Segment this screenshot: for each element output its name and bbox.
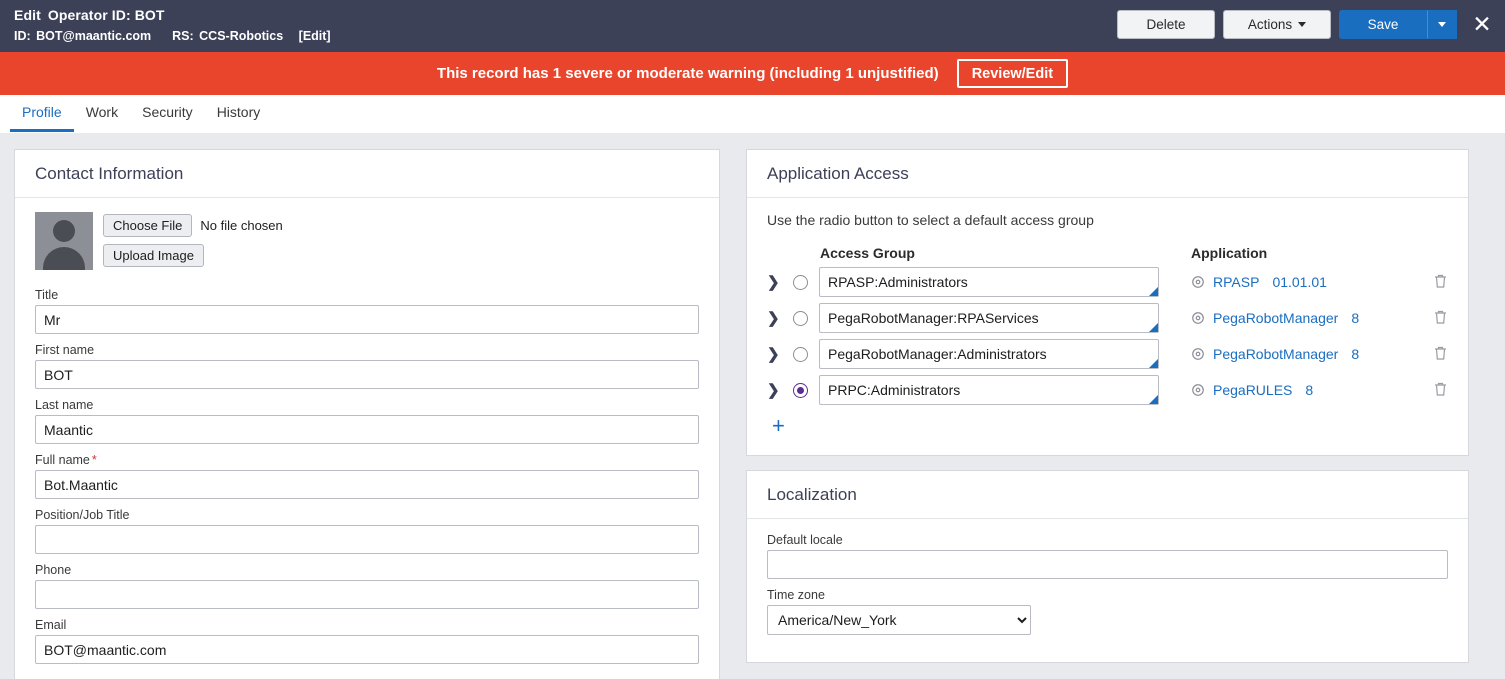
time-zone-select[interactable] <box>767 605 1031 635</box>
field-title-label: Title <box>35 288 59 302</box>
save-button[interactable]: Save <box>1339 10 1427 39</box>
page-title-main: Operator ID: BOT <box>47 7 165 23</box>
choose-file-row <box>103 214 283 237</box>
application-link[interactable]: PegaRobotManager <box>1213 346 1339 362</box>
field-time-zone <box>767 588 1448 635</box>
save-button-group <box>1339 10 1457 39</box>
field-full-name-text: Full name <box>35 453 90 467</box>
tab-profile[interactable] <box>10 95 74 132</box>
access-group-input-wrap <box>819 267 1159 297</box>
tab-history-label: History <box>216 104 261 120</box>
table-row <box>767 339 1448 375</box>
field-phone <box>35 563 699 609</box>
application-cell <box>1191 382 1414 398</box>
tab-work-label: Work <box>85 104 119 120</box>
field-first-name-label: First name <box>35 343 95 357</box>
application-access-card <box>746 149 1469 456</box>
required-marker: * <box>91 453 97 467</box>
gear-icon <box>1191 383 1205 397</box>
application-link[interactable]: RPASP <box>1213 274 1260 290</box>
access-group-table <box>767 244 1448 411</box>
table-header-row <box>767 244 1448 267</box>
title-input[interactable] <box>35 305 699 334</box>
gear-icon <box>1191 275 1205 289</box>
gear-icon <box>1191 347 1205 361</box>
application-access-title: Application Access <box>747 150 1468 198</box>
table-row <box>767 375 1448 411</box>
ruleset-edit-link[interactable]: [Edit] <box>298 29 331 43</box>
delete-button[interactable]: Delete <box>1117 10 1215 39</box>
tab-profile-label: Profile <box>22 104 62 120</box>
warning-text: This record has 1 severe or moderate warning (including 1 unjustified) <box>436 65 939 82</box>
field-position-label: Position/Job Title <box>35 508 130 522</box>
application-link[interactable]: PegaRULES <box>1213 382 1293 398</box>
gear-icon <box>1191 311 1205 325</box>
expand-row-icon[interactable]: ❯ <box>767 274 780 291</box>
expand-row-icon[interactable]: ❯ <box>767 346 780 363</box>
access-group-input[interactable] <box>819 303 1159 333</box>
warning-banner <box>0 52 1505 95</box>
field-title <box>35 288 699 334</box>
application-cell <box>1191 346 1414 362</box>
photo-upload-row <box>35 212 699 274</box>
access-group-input[interactable] <box>819 267 1159 297</box>
tab-security-label: Security <box>142 104 193 120</box>
column-header-application: Application <box>1191 245 1268 261</box>
access-group-input[interactable] <box>819 339 1159 369</box>
default-locale-input[interactable] <box>767 550 1448 579</box>
position-input[interactable] <box>35 525 699 554</box>
delete-row-icon[interactable] <box>1433 345 1448 361</box>
field-email-label: Email <box>35 618 67 632</box>
application-access-hint: Use the radio button to select a default access group <box>767 212 1094 228</box>
tab-security[interactable] <box>130 95 205 132</box>
delete-row-icon[interactable] <box>1433 309 1448 325</box>
close-button[interactable]: ✕ <box>1467 9 1497 39</box>
header-actions <box>1117 9 1497 39</box>
expand-row-icon[interactable]: ❯ <box>767 382 780 399</box>
upload-image-button[interactable]: Upload Image <box>103 244 204 267</box>
page-body <box>0 133 1505 679</box>
column-header-access-group: Access Group <box>820 245 915 261</box>
application-link[interactable]: PegaRobotManager <box>1213 310 1339 326</box>
default-access-group-radio[interactable] <box>793 347 808 362</box>
first-name-input[interactable] <box>35 360 699 389</box>
add-access-group-button[interactable]: + <box>772 413 785 438</box>
chevron-down-icon <box>1438 22 1446 27</box>
application-version: 8 <box>1305 382 1314 398</box>
access-group-input-wrap <box>819 339 1159 369</box>
access-group-input[interactable] <box>819 375 1159 405</box>
default-access-group-radio[interactable] <box>793 383 808 398</box>
localization-card <box>746 470 1469 663</box>
avatar <box>35 212 93 270</box>
contact-information-card <box>14 149 720 679</box>
full-name-input[interactable] <box>35 470 699 499</box>
operator-id-value: BOT@maantic.com <box>36 29 152 43</box>
localization-title: Localization <box>747 471 1468 519</box>
ruleset-value: CCS-Robotics <box>199 29 284 43</box>
email-input[interactable] <box>35 635 699 664</box>
default-locale-label: Default locale <box>767 533 843 547</box>
actions-button-label: Actions <box>1247 16 1293 32</box>
field-full-name <box>35 453 699 499</box>
file-controls <box>103 212 283 274</box>
table-row <box>767 303 1448 339</box>
tab-work[interactable] <box>74 95 130 132</box>
field-position <box>35 508 699 554</box>
right-column <box>746 149 1469 679</box>
localization-body <box>747 519 1468 662</box>
tab-history[interactable] <box>205 95 273 132</box>
field-default-locale <box>767 533 1448 579</box>
ruleset-label: RS: <box>172 29 194 43</box>
access-group-input-wrap <box>819 375 1159 405</box>
chevron-down-icon <box>1298 22 1306 27</box>
operator-id-label: ID: <box>14 29 31 43</box>
delete-row-icon[interactable] <box>1433 381 1448 397</box>
field-first-name <box>35 343 699 389</box>
page-title-prefix: Edit <box>14 7 41 23</box>
tab-bar <box>0 95 1505 133</box>
application-access-body <box>747 198 1468 455</box>
delete-row-icon[interactable] <box>1433 273 1448 289</box>
contact-information-title: Contact Information <box>15 150 719 198</box>
upload-image-row <box>103 244 283 267</box>
application-cell <box>1191 310 1414 326</box>
application-version: 8 <box>1351 346 1360 362</box>
review-edit-button[interactable]: Review/Edit <box>957 59 1068 88</box>
application-version: 01.01.01 <box>1272 274 1327 290</box>
contact-information-body <box>15 198 719 679</box>
field-full-name-label <box>35 453 699 467</box>
actions-button[interactable] <box>1223 10 1331 39</box>
default-access-group-radio[interactable] <box>793 275 808 290</box>
application-cell <box>1191 274 1414 290</box>
default-access-group-radio[interactable] <box>793 311 808 326</box>
save-dropdown-button[interactable] <box>1427 10 1457 39</box>
expand-row-icon[interactable]: ❯ <box>767 310 780 327</box>
phone-input[interactable] <box>35 580 699 609</box>
left-column <box>14 149 720 679</box>
file-status-text: No file chosen <box>200 218 283 233</box>
field-email <box>35 618 699 664</box>
field-phone-label: Phone <box>35 563 72 577</box>
time-zone-label: Time zone <box>767 588 825 602</box>
choose-file-button[interactable]: Choose File <box>103 214 192 237</box>
app-header <box>0 0 1505 52</box>
application-version: 8 <box>1351 310 1360 326</box>
last-name-input[interactable] <box>35 415 699 444</box>
table-row <box>767 267 1448 303</box>
field-last-name <box>35 398 699 444</box>
access-group-input-wrap <box>819 303 1159 333</box>
field-last-name-label: Last name <box>35 398 94 412</box>
